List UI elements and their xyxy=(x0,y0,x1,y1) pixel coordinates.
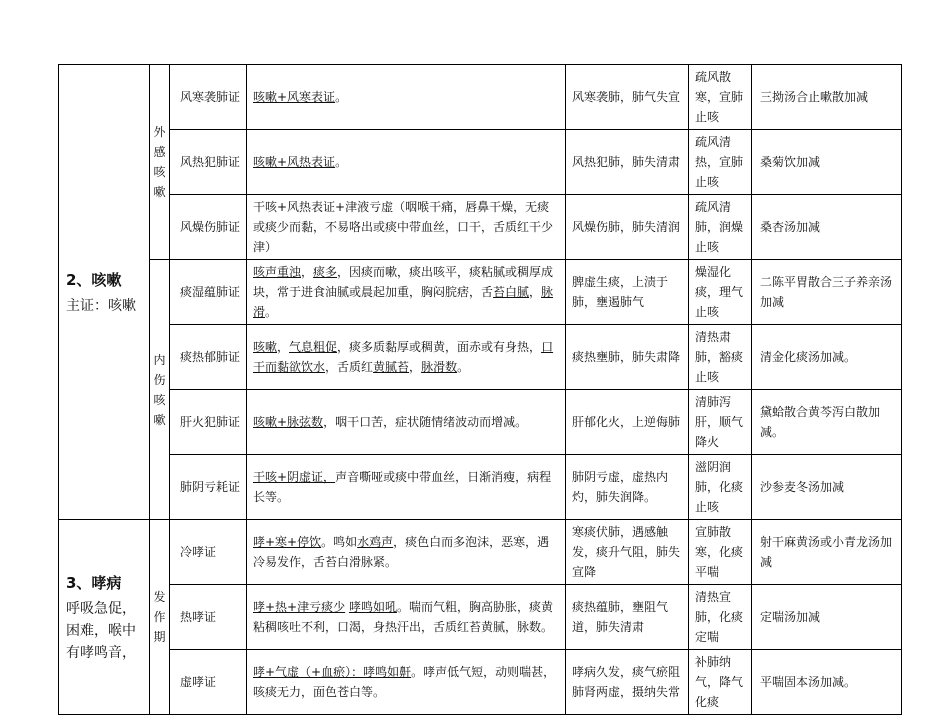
treatment: 清热宣肺，化痰定喘 xyxy=(689,585,752,650)
table-row xyxy=(59,130,902,195)
pathogenesis: 痰热蕴肺，壅阻气道，肺失清肃 xyxy=(566,585,689,650)
pathogenesis: 肺阴亏虚，虚热内灼，肺失润降。 xyxy=(566,455,689,520)
table-row xyxy=(59,520,902,585)
symptoms: 哮+气虚（+血瘀）：哮鸣如鼾。哮声低气短，动则喘甚，咳痰无力，面色苍白等。 xyxy=(247,650,566,715)
treatment: 疏风散寒，宣肺止咳 xyxy=(689,65,752,130)
syndrome-name: 冷哮证 xyxy=(170,520,247,585)
pathogenesis: 脾虚生痰，上渍于肺，壅遏肺气 xyxy=(566,260,689,325)
symptoms: 咳嗽+风热表证。 xyxy=(247,130,566,195)
syndrome-name: 痰湿蕴肺证 xyxy=(170,260,247,325)
table-row xyxy=(59,260,902,325)
syndrome-table xyxy=(58,64,902,715)
syndrome-name: 热哮证 xyxy=(170,585,247,650)
formula: 黛蛤散合黄芩泻白散加减。 xyxy=(752,390,902,455)
syndrome-name: 肺阴亏耗证 xyxy=(170,455,247,520)
table-row xyxy=(59,195,902,260)
syndrome-name: 风热犯肺证 xyxy=(170,130,247,195)
formula: 平喘固本汤加减。 xyxy=(752,650,902,715)
group-label: 外 感 咳 嗽 xyxy=(150,65,170,260)
table-row xyxy=(59,325,902,390)
treatment: 宣肺散寒，化痰平喘 xyxy=(689,520,752,585)
formula: 二陈平胃散合三子养亲汤加减 xyxy=(752,260,902,325)
syndrome-name: 痰热郁肺证 xyxy=(170,325,247,390)
symptoms: 咳声重浊，痰多，因痰而嗽，痰出咳平，痰粘腻或稠厚成块，常于进食油腻或晨起加重，胸闷脘痞，舌苔白腻，脉滑。 xyxy=(247,260,566,325)
table-row xyxy=(59,455,902,520)
symptoms: 咳嗽，气息粗促，痰多质黏厚或稠黄，面赤或有身热，口干而黏欲饮水，舌质红黄腻苔，脉滑数。 xyxy=(247,325,566,390)
disease-main-symptom: 主证：咳嗽 xyxy=(66,298,136,314)
symptoms: 咳嗽+脉弦数，咽干口苦，症状随情绪波动而增减。 xyxy=(247,390,566,455)
pathogenesis: 痰热壅肺，肺失肃降 xyxy=(566,325,689,390)
pathogenesis: 风燥伤肺，肺失清润 xyxy=(566,195,689,260)
symptoms: 干咳+阴虚证，声音嘶哑或痰中带血丝，日渐消瘦，病程长等。 xyxy=(247,455,566,520)
disease-cell xyxy=(59,65,150,520)
table-row xyxy=(59,65,902,130)
pathogenesis: 风寒袭肺，肺气失宣 xyxy=(566,65,689,130)
symptoms: 哮+寒+停饮。鸣如水鸡声，痰色白而多泡沫，恶寒，遇冷易发作，舌苔白滑脉紧。 xyxy=(247,520,566,585)
pathogenesis: 哮病久发，痰气瘀阻肺肾两虚，摄纳失常 xyxy=(566,650,689,715)
symptoms: 咳嗽+风寒表证。 xyxy=(247,65,566,130)
formula: 定喘汤加减 xyxy=(752,585,902,650)
table-row xyxy=(59,585,902,650)
formula: 桑菊饮加减 xyxy=(752,130,902,195)
pathogenesis: 风热犯肺，肺失清肃 xyxy=(566,130,689,195)
formula: 沙参麦冬汤加减 xyxy=(752,455,902,520)
pathogenesis: 寒痰伏肺，遇感触发，痰升气阻，肺失宣降 xyxy=(566,520,689,585)
syndrome-name: 风寒袭肺证 xyxy=(170,65,247,130)
table-row xyxy=(59,650,902,715)
syndrome-name: 肝火犯肺证 xyxy=(170,390,247,455)
table-row xyxy=(59,390,902,455)
symptoms: 哮+热+津亏痰少 哮鸣如吼。喘而气粗，胸高胁胀，痰黄粘稠咳吐不利，口渴，身热汗出，舌质红苔黄腻，脉数。 xyxy=(247,585,566,650)
pathogenesis: 肝郁化火，上逆侮肺 xyxy=(566,390,689,455)
disease-name: 3、哮病 xyxy=(66,574,122,592)
syndrome-name: 虚哮证 xyxy=(170,650,247,715)
disease-name: 2、咳嗽 xyxy=(66,271,122,289)
treatment: 清肺泻肝，顺气降火 xyxy=(689,390,752,455)
treatment: 清热肃肺，豁痰止咳 xyxy=(689,325,752,390)
treatment: 滋阴润肺，化痰止咳 xyxy=(689,455,752,520)
treatment: 燥湿化痰，理气止咳 xyxy=(689,260,752,325)
formula: 三拗汤合止嗽散加减 xyxy=(752,65,902,130)
group-label: 发 作 期 xyxy=(150,520,170,715)
group-label: 内 伤 咳 嗽 xyxy=(150,260,170,520)
formula: 清金化痰汤加减。 xyxy=(752,325,902,390)
syndrome-name: 风燥伤肺证 xyxy=(170,195,247,260)
formula: 射干麻黄汤或小青龙汤加减 xyxy=(752,520,902,585)
formula: 桑杏汤加减 xyxy=(752,195,902,260)
symptoms: 干咳+风热表证+津液亏虚（咽喉干痛，唇鼻干燥，无痰或痰少而黏，不易咯出或痰中带血丝，口干，舌质红干少津） xyxy=(247,195,566,260)
disease-cell xyxy=(59,520,150,715)
treatment: 疏风清肺，润燥止咳 xyxy=(689,195,752,260)
disease-main-symptom: 呼吸急促，困难，喉中有哮鸣音， xyxy=(66,601,136,661)
treatment: 补肺纳气，降气化痰 xyxy=(689,650,752,715)
treatment: 疏风清热，宣肺止咳 xyxy=(689,130,752,195)
